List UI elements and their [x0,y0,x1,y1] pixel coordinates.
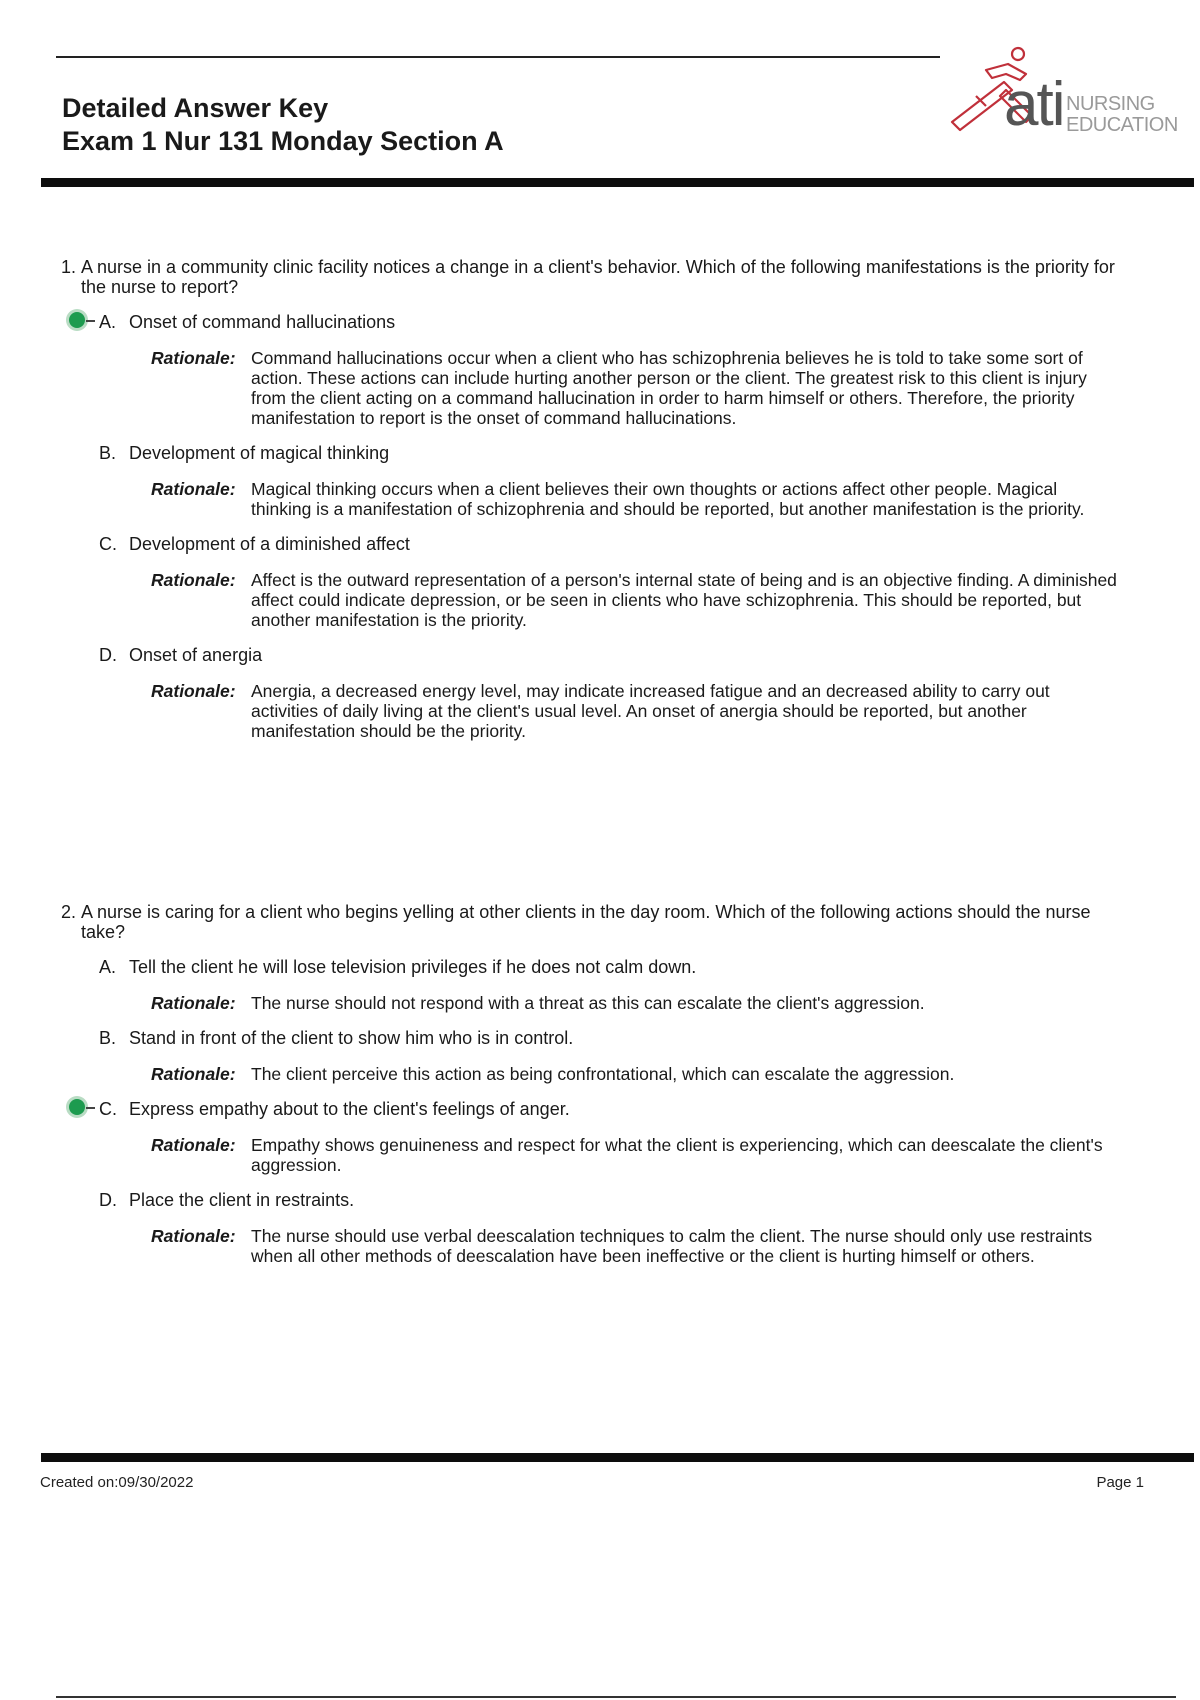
logo-sub-line-1: NURSING [1066,93,1155,115]
option-text: Stand in front of the client to show him who is in control. [129,1028,574,1048]
footer-divider [41,1453,1194,1462]
rationale-text: The nurse should not respond with a threat as this can escalate the client's aggression. [251,993,925,1013]
logo-subtext [1066,94,1178,136]
logo-brand-text: ati [1004,70,1064,139]
page-subtitle: Exam 1 Nur 131 Monday Section A [62,126,504,156]
question-2 [61,902,1121,1266]
rationale-label: Rationale: [151,993,236,1013]
logo-sub-line-2: EDUCATION [1066,114,1178,136]
option-c [99,533,1121,555]
question-stem [61,257,1121,297]
rationale-label: Rationale: [151,570,236,590]
option-letter: B. [99,1028,117,1048]
option-b [99,442,1121,464]
header-divider [41,178,1194,187]
rationale [151,1226,1121,1266]
question-text: A nurse in a community clinic facility notices a change in a client's behavior. Which of the following manifestations is the priority for the nurse to report? [81,257,1115,297]
rationale [151,1135,1121,1175]
rationale [151,993,1121,1013]
option-letter: D. [99,1190,117,1210]
created-date: Created on:09/30/2022 [40,1474,194,1491]
question-number: 2. [61,902,77,922]
option-a [99,956,1121,978]
option-a [99,311,1121,333]
option-b [99,1027,1121,1049]
rationale-text: Affect is the outward representation of a person's internal state of being and is an objective finding. A diminished affect could indicate depression, or be seen in clients who have schizophrenia. This should be reported, but another manifestation is the priority. [251,570,1117,630]
rationale [151,1064,1121,1084]
option-letter: C. [99,534,117,554]
correct-answer-dot-icon [69,312,85,328]
rationale-text: Empathy shows genuineness and respect for what the client is experiencing, which can deescalate the client's aggression. [251,1135,1103,1175]
option-text: Development of a diminished affect [129,534,410,554]
option-letter: C. [99,1099,117,1119]
rationale [151,681,1121,741]
option-d [99,1189,1121,1211]
correct-answer-dot-icon [69,1099,85,1115]
rationale-text: Anergia, a decreased energy level, may indicate increased fatigue and an decreased ability to carry out activities of daily living at the client's usual level. An onset of anergia should be reported, but another manifestation should be the priority. [251,681,1050,741]
option-text: Express empathy about to the client's feelings of anger. [129,1099,570,1119]
question-text: A nurse is caring for a client who begins yelling at other clients in the day room. Which of the following actions should the nurse take? [81,902,1091,942]
page-title: Detailed Answer Key [62,93,329,123]
rationale [151,570,1121,630]
question-number: 1. [61,257,77,277]
rationale [151,479,1121,519]
option-d [99,644,1121,666]
top-rule [56,56,940,58]
bottom-rule [56,1696,1176,1698]
rationale-label: Rationale: [151,479,236,499]
option-letter: A. [99,312,117,332]
rationale-label: Rationale: [151,1226,236,1246]
question-1 [61,257,1121,741]
rationale-label: Rationale: [151,1135,236,1155]
rationale-text: Command hallucinations occur when a client who has schizophrenia believes he is told to take some sort of action. These actions can include hurting another person or the client. The greatest risk to this client is injury from the client acting on a command hallucination in order to harm himself or others. Therefore, the priority manifestation to report is the onset of command hallucinations. [251,348,1087,428]
rationale-text: The nurse should use verbal deescalation techniques to calm the client. The nurse should only use restraints when all other methods of deescalation have been ineffective or the client is hurting himself or others. [251,1226,1093,1266]
rationale-label: Rationale: [151,1064,236,1084]
option-letter: D. [99,645,117,665]
option-c [99,1098,1121,1120]
page-number: Page 1 [1096,1474,1144,1491]
option-text: Tell the client he will lose television privileges if he does not calm down. [129,957,697,977]
option-text: Onset of anergia [129,645,263,665]
option-text: Place the client in restraints. [129,1190,355,1210]
option-text: Onset of command hallucinations [129,312,396,332]
title-block [62,92,504,158]
rationale-label: Rationale: [151,348,236,368]
option-text: Development of magical thinking [129,443,390,463]
ati-logo [946,44,1178,152]
option-letter: B. [99,443,117,463]
rationale-text: Magical thinking occurs when a client believes their own thoughts or actions affect other people. Magical thinking is a manifestation of schizophrenia and should be reported, but another manifestation is the priority. [251,479,1085,519]
rationale-text: The client perceive this action as being confrontational, which can escalate the aggression. [251,1064,955,1084]
question-stem [61,902,1121,942]
option-letter: A. [99,957,117,977]
rationale-label: Rationale: [151,681,236,701]
rationale [151,348,1121,428]
